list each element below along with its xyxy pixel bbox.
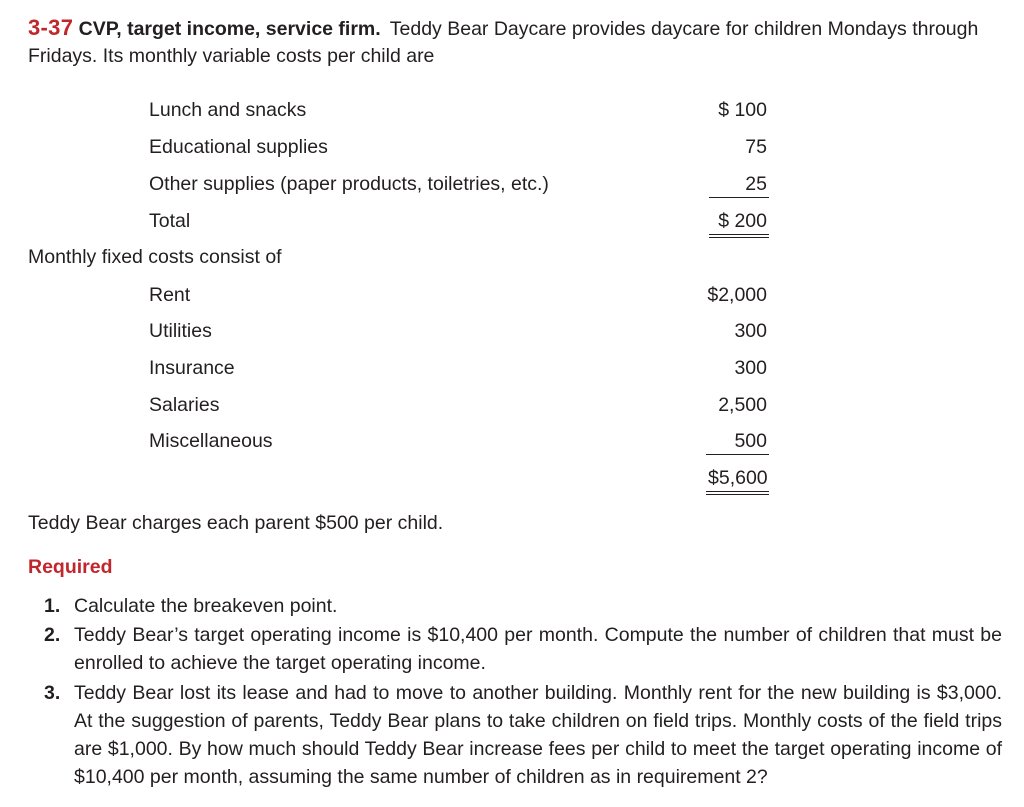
cost-amount: 2,500	[718, 394, 767, 416]
cost-amount: $2,000	[707, 284, 767, 306]
requirement-number: 3.	[44, 682, 61, 704]
cost-amount: 75	[745, 136, 767, 158]
cost-label: Other supplies (paper products, toiletries, etc.)	[149, 173, 549, 195]
cost-label: Lunch and snacks	[149, 99, 307, 121]
cost-label: Insurance	[149, 357, 235, 379]
cost-amount: 25	[709, 171, 769, 198]
cost-amount: $ 100	[718, 99, 767, 121]
fixed-costs-intro: Monthly fixed costs consist of	[28, 246, 282, 268]
required-heading: Required	[28, 556, 113, 578]
problem-heading	[28, 14, 1008, 70]
problem-number: 3-37	[28, 15, 74, 40]
requirement-item	[44, 679, 1002, 791]
cost-total-amount: $ 200	[709, 208, 769, 238]
problem-intro-text: Teddy Bear Daycare provides daycare for children Mondays through Fridays. Its monthly variable costs per child are	[28, 18, 979, 67]
cost-amount: 300	[734, 357, 767, 379]
cost-label: Miscellaneous	[149, 430, 273, 452]
requirement-text: Teddy Bear’s target operating income is $10,400 per month. Compute the number of children that must be enrolled to achieve the target operating income.	[74, 624, 1002, 674]
cost-label: Salaries	[149, 394, 220, 416]
cost-amount: 300	[734, 320, 767, 342]
fixed-total-amount: $5,600	[706, 465, 769, 495]
requirement-number: 1.	[44, 595, 61, 617]
cost-label: Total	[149, 210, 191, 232]
requirement-text: Teddy Bear lost its lease and had to move to another building. Monthly rent for the new building is $3,000. At the suggestion of parents, Teddy Bear plans to take children on field trips. Monthly costs of the field trips are $1,000. By how much should Teddy Bear increase fees per child to meet the target operating income of $10,400 per month, assuming the same number of children as in requirement 2?	[74, 682, 1002, 788]
cost-label: Educational supplies	[149, 136, 328, 158]
requirement-number: 2.	[44, 624, 61, 646]
problem-title: CVP, target income, service firm.	[78, 18, 381, 40]
requirement-text: Calculate the breakeven point.	[74, 595, 338, 617]
requirement-item	[44, 592, 1002, 620]
cost-label: Rent	[149, 284, 191, 306]
requirement-item	[44, 621, 1002, 677]
cost-amount: 500	[706, 428, 769, 455]
cost-label: Utilities	[149, 320, 212, 342]
charge-text: Teddy Bear charges each parent $500 per child.	[28, 512, 444, 534]
